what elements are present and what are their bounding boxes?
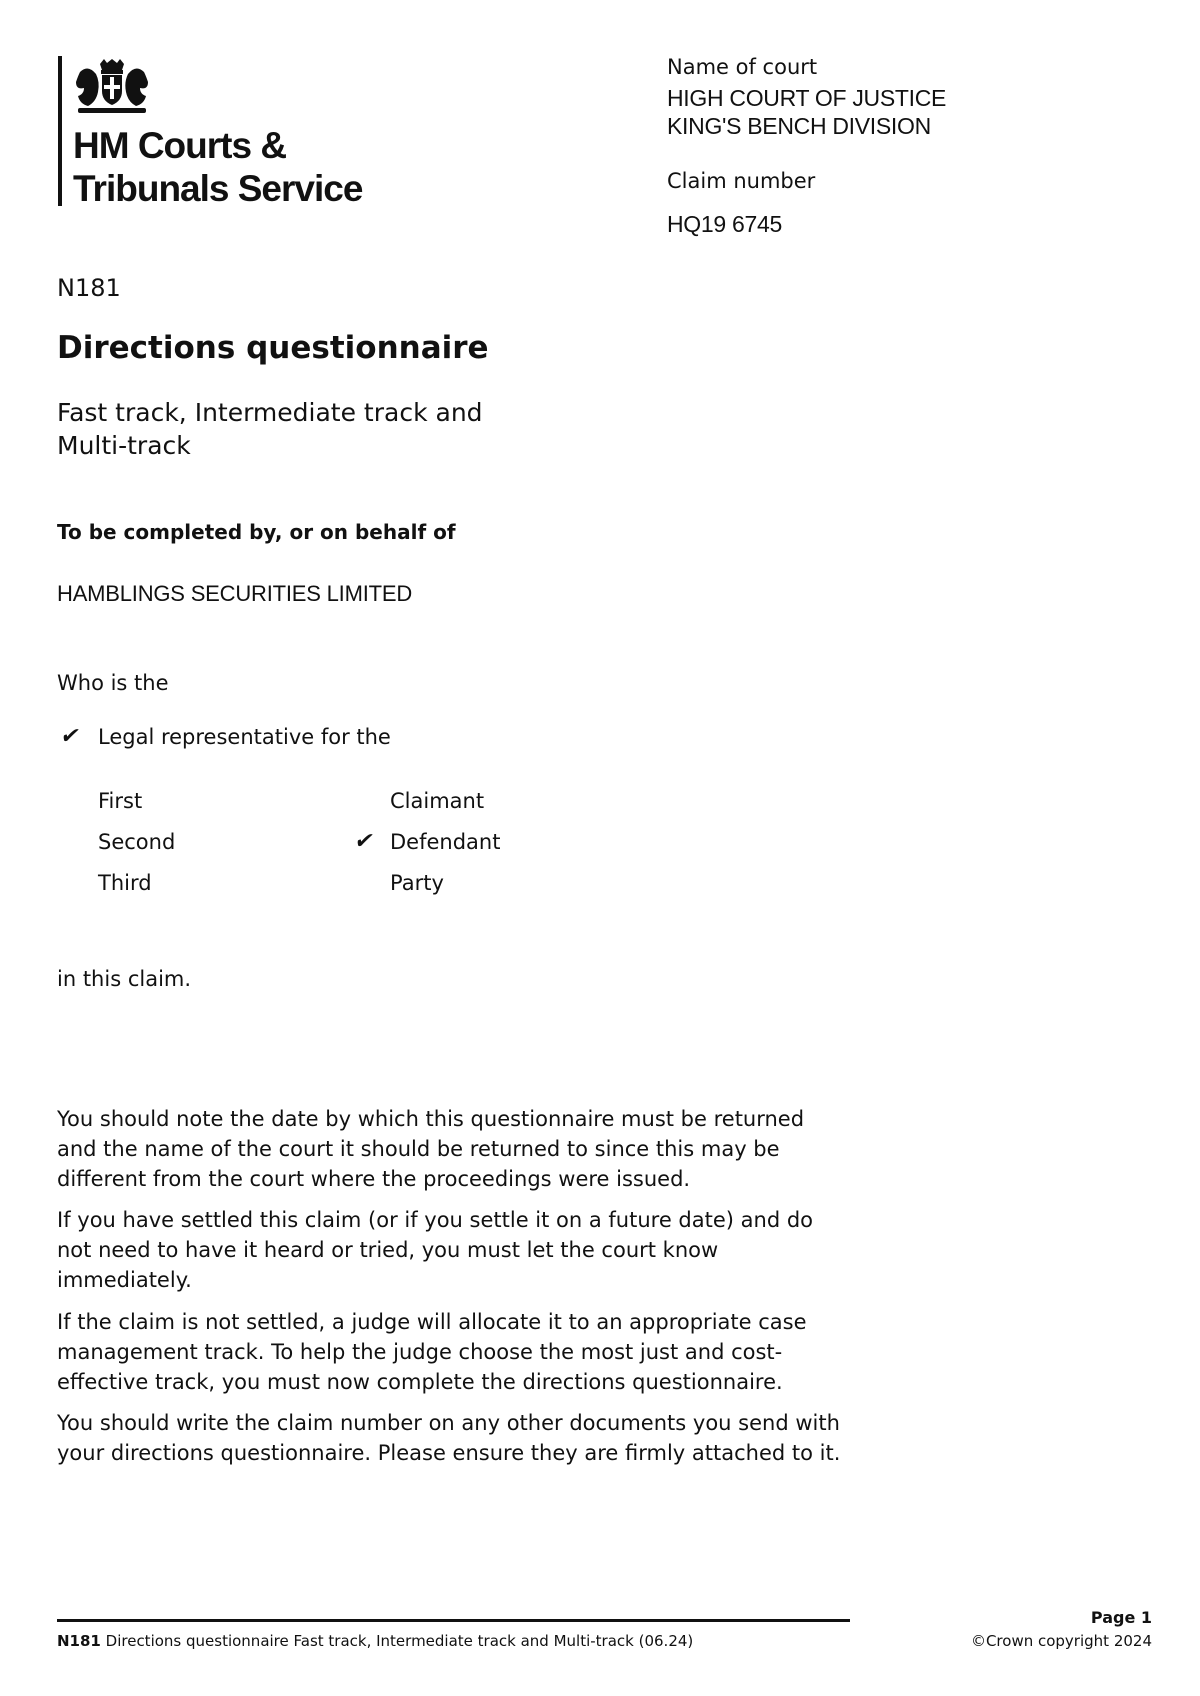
role-suffix: in this claim.: [57, 967, 192, 991]
hmcts-logo-text: [73, 124, 362, 210]
subtitle-line-2: Multi-track: [57, 431, 191, 460]
copyright-notice: ©Crown copyright 2024: [970, 1632, 1152, 1650]
logo-divider: [58, 56, 62, 206]
footer-form-reference: [57, 1632, 693, 1650]
logo-line-2: Tribunals Service: [73, 168, 363, 209]
royal-crest-icon: [72, 58, 152, 118]
claim-number-label: Claim number: [667, 169, 816, 193]
page-title: Directions questionnaire: [57, 330, 489, 366]
completed-by-name: HAMBLINGS SECURITIES LIMITED: [57, 581, 413, 606]
note-paragraph: If the claim is not settled, a judge will allocate it to an appropriate case management track. To help the judge choose the most just and cost-effective track, you must now complete the directions questionnaire.: [57, 1310, 807, 1394]
subtitle-line-1: Fast track, Intermediate track and: [57, 398, 483, 427]
note-paragraph: You should write the claim number on any other documents you send with your directions questionnaire. Please ensure they are firmly attached to it.: [57, 1411, 841, 1465]
page-number: Page 1: [1090, 1608, 1152, 1627]
role-question: Who is the: [57, 671, 169, 695]
party-option-claimant[interactable]: Claimant: [390, 789, 485, 813]
party-option-defendant[interactable]: Defendant: [390, 830, 501, 854]
footer-form-code: N181: [57, 1632, 101, 1650]
ordinal-second: Second: [98, 830, 176, 854]
ordinal-first: First: [98, 789, 143, 813]
legal-rep-checkbox[interactable]: ✔: [58, 724, 83, 749]
logo-line-1: HM Courts &: [73, 125, 287, 166]
page-subtitle: [57, 396, 577, 462]
defendant-checkbox[interactable]: ✔: [352, 829, 377, 854]
footer-divider: [57, 1619, 850, 1622]
claim-number-value: HQ19 6745: [667, 211, 782, 237]
note-paragraph: If you have settled this claim (or if you settle it on a future date) and do not need to have it heard or tried, you must let the court know immediately.: [57, 1208, 814, 1292]
legal-rep-option-label: Legal representative for the: [98, 725, 391, 749]
court-name-label: Name of court: [667, 55, 818, 79]
party-option-party[interactable]: Party: [390, 871, 444, 895]
note-paragraph: You should note the date by which this questionnaire must be returned and the name of the court it should be returned to since this may be different from the court where the proceedings were issued.: [57, 1107, 805, 1191]
footer-form-title: Directions questionnaire Fast track, Intermediate track and Multi-track (06.24): [105, 1632, 694, 1650]
completed-by-label: To be completed by, or on behalf of: [57, 520, 456, 544]
form-code: N181: [57, 274, 121, 302]
court-name-line-2: KING'S BENCH DIVISION: [667, 113, 931, 139]
court-name-line-1: HIGH COURT OF JUSTICE: [667, 85, 947, 111]
ordinal-third: Third: [98, 871, 152, 895]
